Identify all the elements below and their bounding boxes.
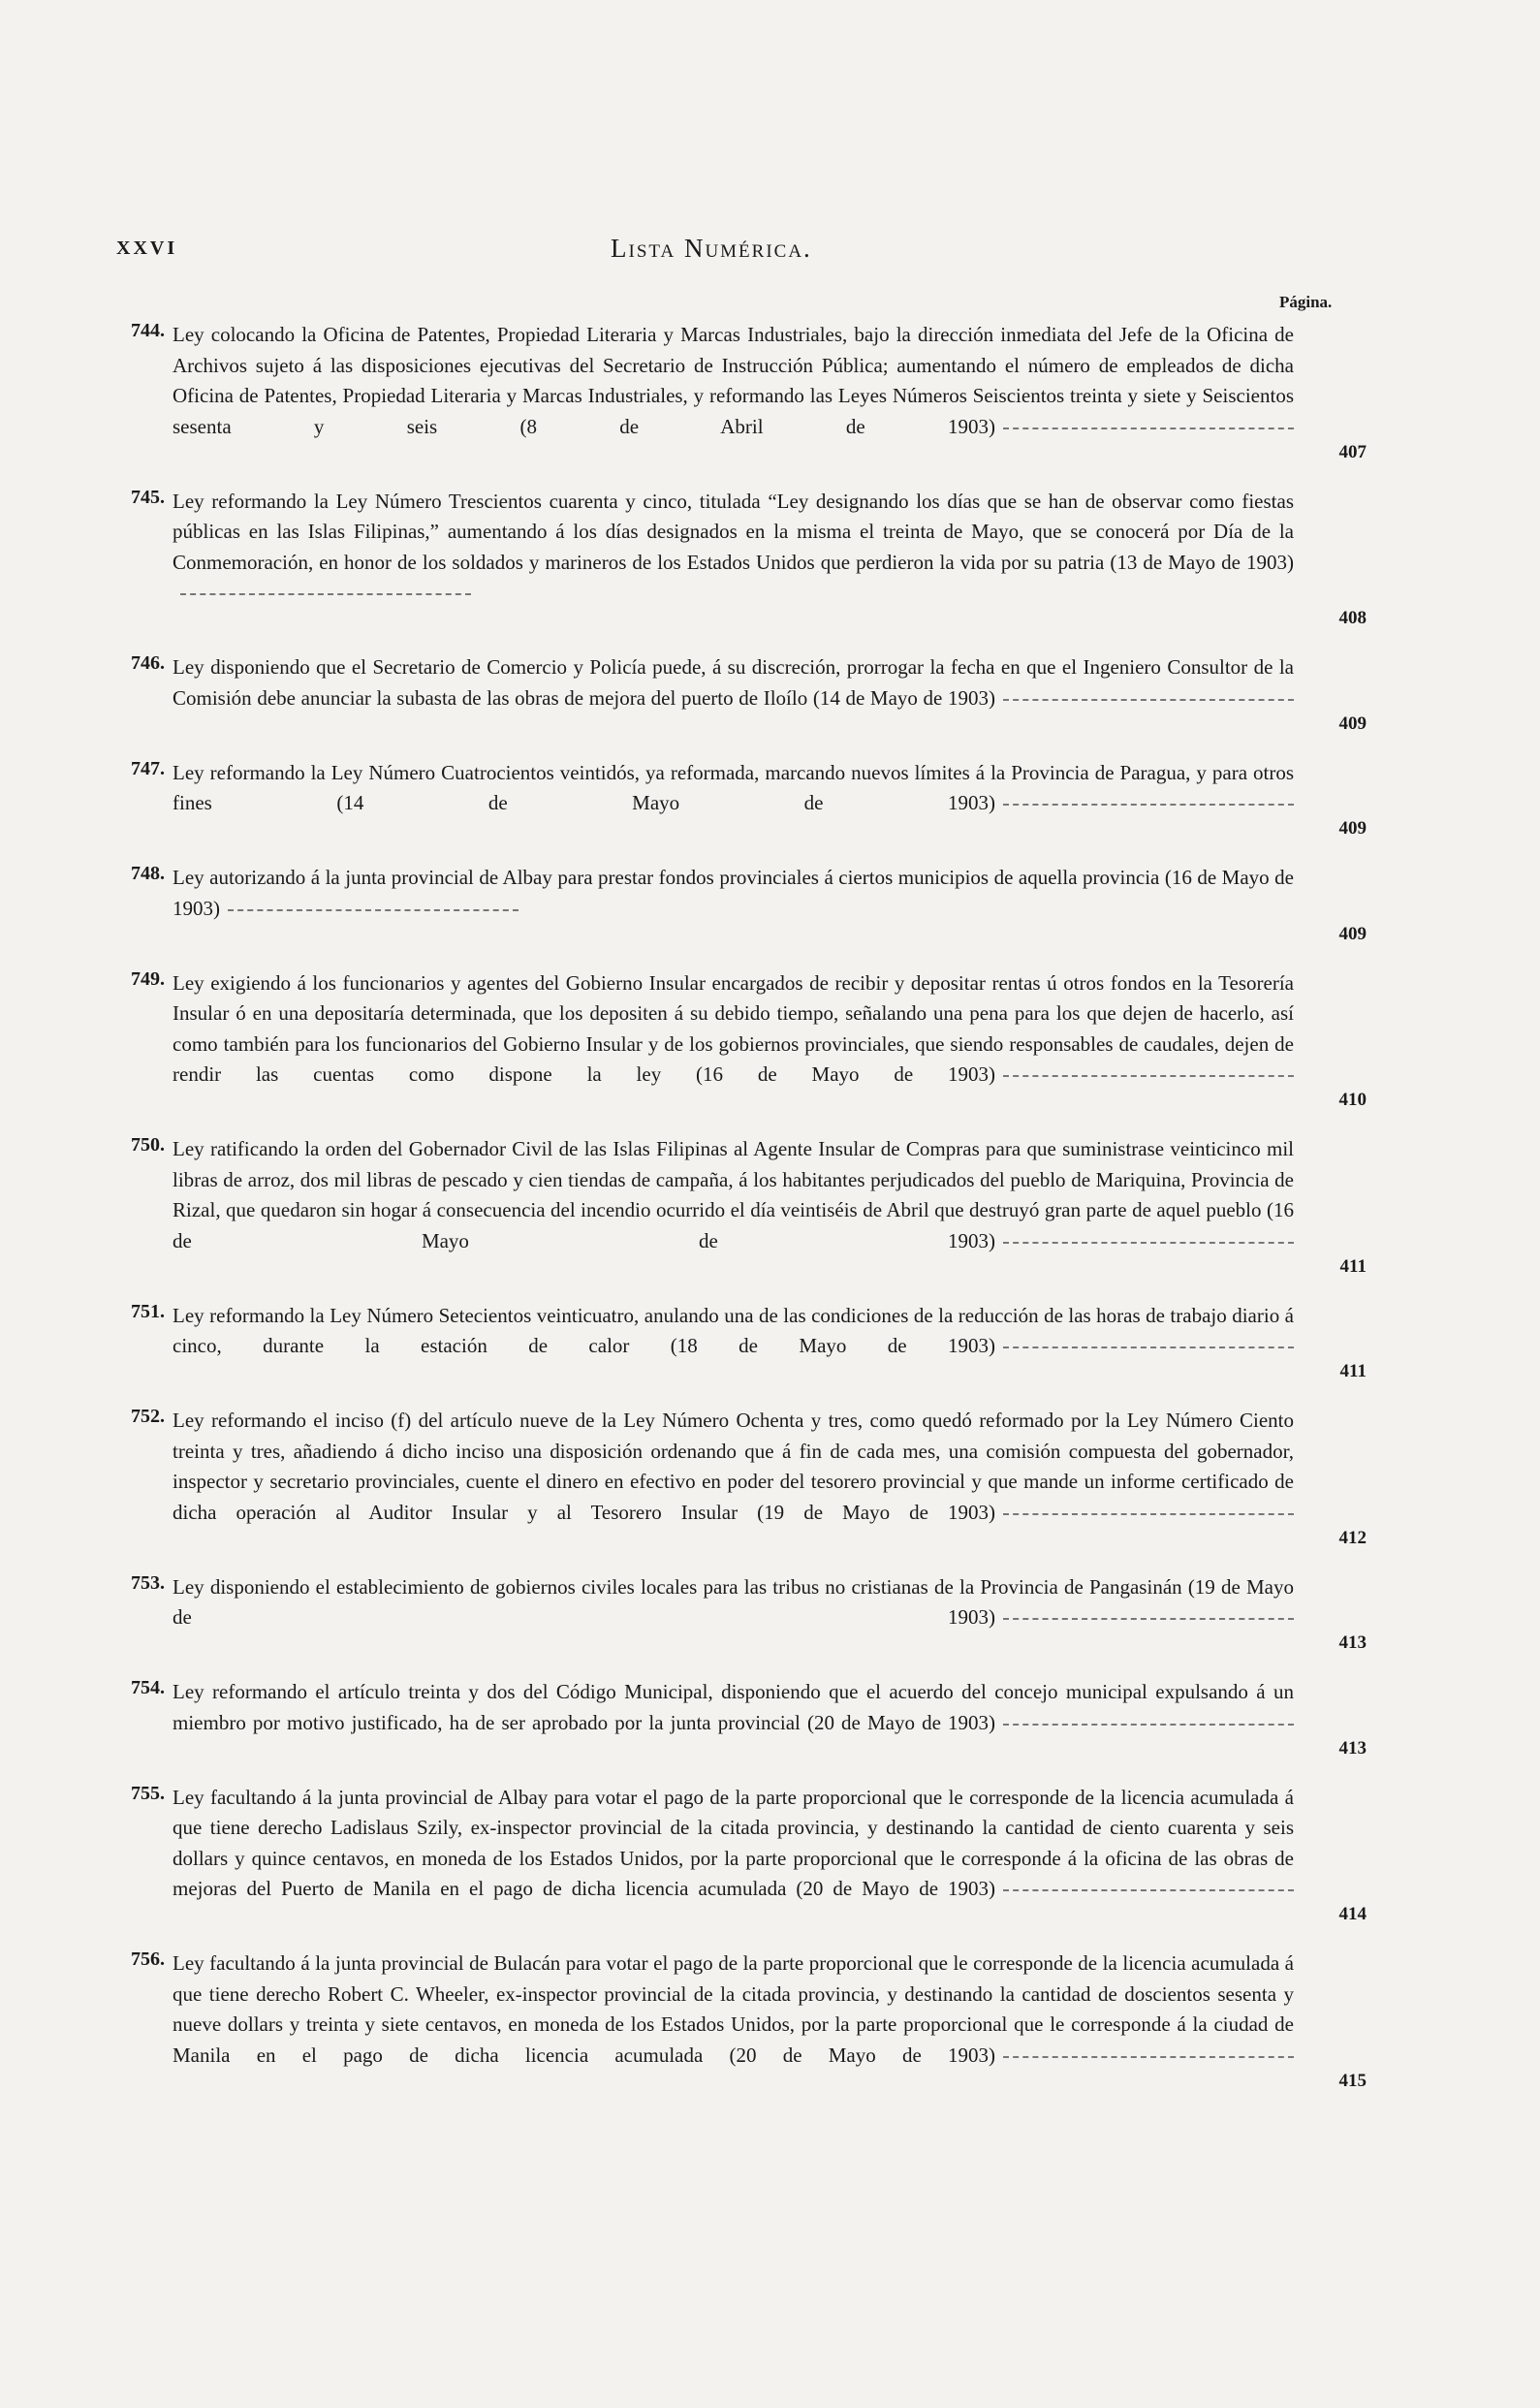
entry-text xyxy=(173,758,1294,850)
entry-text xyxy=(173,1134,1294,1287)
entry-text xyxy=(173,652,1294,745)
entry-page-number: 407 xyxy=(1338,441,1367,462)
leader-dots xyxy=(1003,1347,1294,1348)
leader-dots xyxy=(1003,1075,1294,1077)
leader-dots xyxy=(1003,1513,1294,1515)
entry-page-number: 409 xyxy=(1338,713,1367,734)
entry-number: 748. xyxy=(131,863,165,884)
leader-dots xyxy=(1003,1724,1294,1726)
entry-description: Ley exigiendo á los funcionarios y agentes del Gobierno Insular encargados de recibir y depositar rentas ú otros fondos en la Tesorería Insular ó en una depositaría determinada, que los depositen á su debido tiempo, señalando una pena para los que dejen de hacerlo, así como también para los funcionarios del Gobierno Insular y de los gobiernos provinciales, que siendo responsables de caudales, dejen de rendir las cuentas como dispone la ley (16 de Mayo de 1903) xyxy=(173,970,1294,1086)
leader-dots xyxy=(1003,804,1294,806)
leader-dots xyxy=(180,593,471,595)
entry-number: 751. xyxy=(131,1300,165,1322)
entry-page-number: 411 xyxy=(1339,1361,1367,1381)
entry-page-number: 412 xyxy=(1338,1527,1367,1548)
entry-text xyxy=(173,1783,1294,1936)
entry-text xyxy=(173,863,1294,955)
page-column-label: Página. xyxy=(1279,293,1333,311)
entry-number: 753. xyxy=(131,1571,165,1594)
list-item xyxy=(107,487,1367,640)
list-item xyxy=(107,1783,1367,1936)
entry-description: Ley disponiendo que el Secretario de Comercio y Policía puede, á su discreción, prorrogar la fecha en que el Ingeniero Consultor de la Comisión debe anunciar la subasta de las obras de mejora del puerto de Iloílo (14 de Mayo de 1903) xyxy=(173,655,1294,710)
entry-description: Ley disponiendo el establecimiento de gobiernos civiles locales para las tribus no cristianas de la Provincia de Pangasinán (19 de Mayo de 1903) xyxy=(173,1574,1294,1629)
entry-description: Ley reformando el inciso (f) del artículo nueve de la Ley Número Ochenta y tres, como quedó reformado por la Ley Número Ciento treinta y tres, añadiendo á dicho inciso una disposición ordenando que á fin de cada mes, una comisión compuesta del gobernador, inspector y secretario provinciales, cuente el dinero en efectivo en poder del tesorero provincial y que mande un informe certificado de dicha operación al Auditor Insular y al Tesorero Insular (19 de Mayo de 1903) xyxy=(173,1409,1294,1524)
list-item xyxy=(107,968,1367,1122)
leader-dots xyxy=(228,909,519,911)
running-head xyxy=(116,234,1376,276)
entry-number: 744. xyxy=(131,320,165,341)
entry-number: 752. xyxy=(131,1406,165,1427)
list-item xyxy=(107,1301,1367,1393)
entry-number: 750. xyxy=(131,1134,165,1156)
entry-description: Ley reformando la Ley Número Setecientos veinticuatro, anulando una de las condiciones de la reducción de las horas de trabajo diario á cinco, durante la estación de calor (18 de Mayo de 1903) xyxy=(173,1303,1294,1357)
entry-number: 747. xyxy=(131,757,165,779)
list-item xyxy=(107,1406,1367,1559)
entry-text xyxy=(173,1301,1294,1393)
entry-page-number: 408 xyxy=(1338,608,1367,628)
entry-description: Ley facultando á la junta provincial de Albay para votar el pago de la parte proporcional que le corresponde de la licencia acumulada á que tiene derecho Ladislaus Szily, ex-inspector provincial de la citada provincia, y destinando la cantidad de ciento cuarenta y seis dollars y quince centavos, en moneda de los Estados Unidos, por la parte proporcional que le corresponde á la oficina de las obras de mejoras del Puerto de Manila en el pago de dicha licencia acumulada (20 de Mayo de 1903) xyxy=(173,1785,1294,1900)
entry-description: Ley reformando la Ley Número Cuatrocientos veintidós, ya reformada, marcando nuevos límites á la Provincia de Paragua, y para otros fines (14 de Mayo de 1903) xyxy=(173,760,1294,814)
entry-page-number: 413 xyxy=(1338,1737,1367,1758)
entry-text xyxy=(173,968,1294,1122)
list-item xyxy=(107,1134,1367,1287)
entry-description: Ley reformando la Ley Número Trescientos cuarenta y cinco, titulada “Ley designando los días que se han de observar como fiestas públicas en las Islas Filipinas,” aumentando á los días designados en la misma el treinta de Mayo, que se conocerá por Día de la Conmemoración, en honor de los soldados y marineros de los Estados Unidos que perdieron la vida por su patria (13 de Mayo de 1903) xyxy=(173,489,1294,574)
leader-dots xyxy=(1003,699,1294,701)
entry-page-number: 414 xyxy=(1338,1904,1367,1924)
entry-description: Ley reformando el artículo treinta y dos del Código Municipal, disponiendo que el acuerdo del concejo municipal expulsando á un miembro por motivo justificado, ha de ser aprobado por la junta provincial (20 de Mayo de 1903) xyxy=(173,1680,1294,1734)
entry-number: 756. xyxy=(131,1949,165,1970)
entry-description: Ley autorizando á la junta provincial de Albay para prestar fondos provinciales á ciertos municipios de aquella provincia (16 de Mayo de 1903) xyxy=(173,866,1294,920)
list-item xyxy=(107,1949,1367,2102)
entry-text xyxy=(173,1677,1294,1769)
entry-page-number: 409 xyxy=(1338,818,1367,839)
entry-text xyxy=(173,1949,1294,2102)
leader-dots xyxy=(1003,428,1294,429)
entry-page-number: 415 xyxy=(1338,2070,1367,2091)
list-item xyxy=(107,652,1367,745)
entry-text xyxy=(173,1406,1294,1559)
entry-number: 749. xyxy=(131,967,165,990)
leader-dots xyxy=(1003,2056,1294,2058)
entry-number: 745. xyxy=(131,486,165,508)
entry-description: Ley facultando á la junta provincial de Bulacán para votar el pago de la parte proporcional que le corresponde de la licencia acumulada á que tiene derecho Robert C. Wheeler, ex-inspector provincial de la citada provincia, y destinando la cantidad de doscientos sesenta y nueve dollars y treinta y siete centavos, en moneda de los Estados Unidos, por la parte proporcional que le corresponde á la ciudad de Manila en el pago de dicha licencia acumulada (20 de Mayo de 1903) xyxy=(173,1951,1294,2067)
list-item xyxy=(107,863,1367,955)
entry-number: 755. xyxy=(131,1782,165,1804)
list-item xyxy=(107,1677,1367,1769)
entry-page-number: 409 xyxy=(1338,923,1367,944)
list-item xyxy=(107,758,1367,850)
page-title: Lista Numérica. xyxy=(611,234,812,263)
leader-dots xyxy=(1003,1242,1294,1244)
entry-text xyxy=(173,320,1294,473)
entry-number: 746. xyxy=(131,652,165,674)
entry-list xyxy=(107,320,1367,2115)
entry-page-number: 413 xyxy=(1338,1632,1367,1653)
entry-page-number: 411 xyxy=(1339,1255,1367,1277)
entry-text xyxy=(173,487,1294,640)
entry-description: Ley colocando la Oficina de Patentes, Propiedad Literaria y Marcas Industriales, bajo la dirección inmediata del Jefe de la Oficina de Archivos sujeto á las disposiciones ejecutivas del Secretario de Instrucción Pública; aumentando el número de empleados de dicha Oficina de Patentes, Propiedad Literaria y Marcas Industriales, y reformando las Leyes Números Seiscientos treinta y siete y Seiscientos sesenta y seis (8 de Abril de 1903) xyxy=(173,323,1294,438)
list-item xyxy=(107,1572,1367,1664)
roman-page-number: XXVI xyxy=(116,238,178,259)
list-item xyxy=(107,320,1367,473)
leader-dots xyxy=(1003,1618,1294,1620)
leader-dots xyxy=(1003,1889,1294,1891)
entry-description: Ley ratificando la orden del Gobernador Civil de las Islas Filipinas al Agente Insular de Compras para que suministrase veinticinco mil libras de arroz, dos mil libras de pescado y cien tiendas de campaña, á los habitantes perjudicados del pueblo de Mariquina, Provincia de Rizal, que quedaron sin hogar á consecuencia del incendio ocurrido el día veintiséis de Abril que destruyó gran parte de aquel pueblo (16 de Mayo de 1903) xyxy=(173,1137,1294,1252)
entry-page-number: 410 xyxy=(1338,1090,1367,1110)
entry-text xyxy=(173,1572,1294,1664)
entry-number: 754. xyxy=(131,1677,165,1698)
